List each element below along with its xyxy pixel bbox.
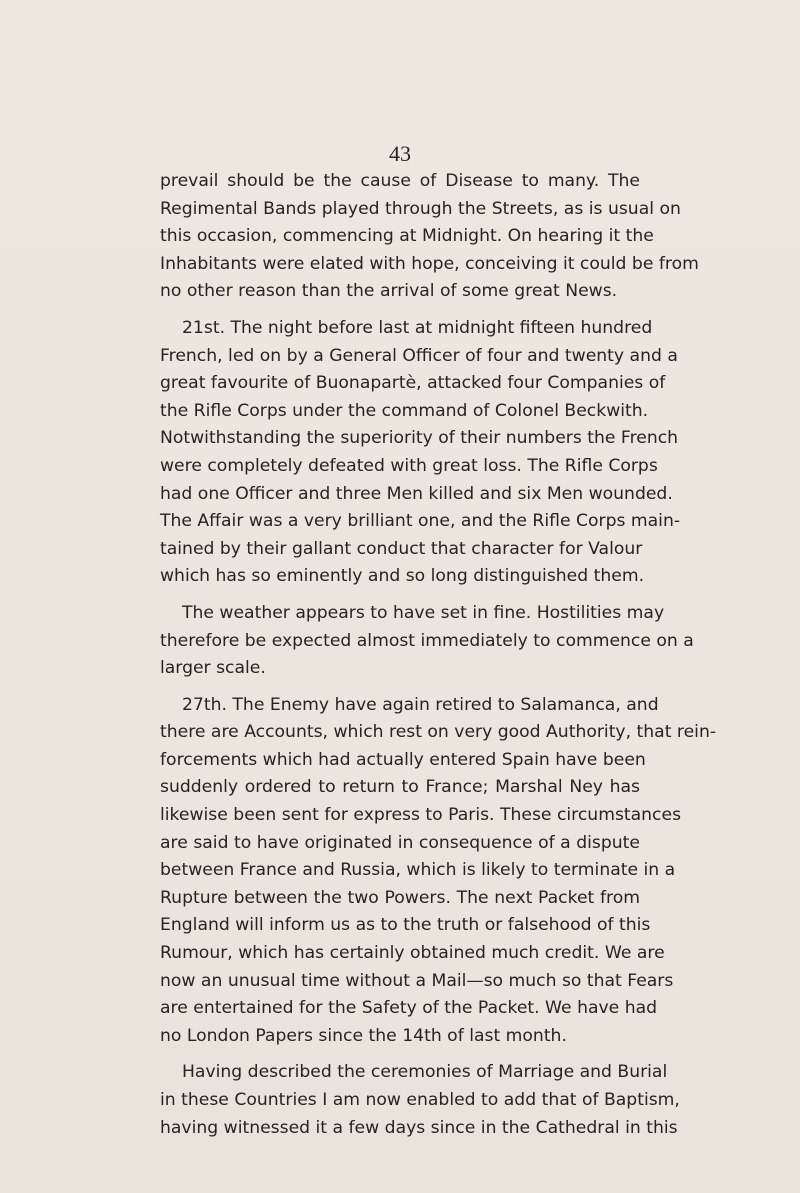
text-line: 27th. The Enemy have again retired to Salamanca, and bbox=[182, 694, 659, 715]
text-line: Having described the ceremonies of Marriage and Burial bbox=[182, 1062, 668, 1083]
text-line: tained by their gallant conduct that character for Valour bbox=[160, 538, 643, 559]
paragraph-4 bbox=[160, 692, 717, 1051]
text-line: now an unusual time without a Mail—so much so that Fears bbox=[160, 970, 674, 991]
text-line: no other reason than the arrival of some great News. bbox=[160, 281, 618, 302]
text-line: had one Officer and three Men killed and six Men wounded. bbox=[160, 483, 673, 504]
text-line: Inhabitants were elated with hope, conceiving it could be from bbox=[160, 253, 699, 274]
paragraph-1 bbox=[160, 168, 699, 306]
text-line: Notwithstanding the superiority of their numbers the French bbox=[160, 428, 679, 449]
text-line: were completely defeated with great loss. The Rifle Corps bbox=[160, 455, 658, 476]
text-line: Regimental Bands played through the Streets, as is usual on bbox=[160, 198, 681, 219]
text-line: The Affair was a very brilliant one, and the Rifle Corps main- bbox=[160, 511, 681, 532]
page-number: 43 bbox=[389, 141, 411, 166]
text-line: between France and Russia, which is likely to terminate in a bbox=[160, 860, 676, 881]
text-line: there are Accounts, which rest on very good Authority, that rein- bbox=[160, 722, 717, 743]
text-line: French, led on by a General Officer of four and twenty and a bbox=[160, 345, 678, 366]
text-line: prevail should be the cause of Disease to many. The bbox=[160, 171, 640, 191]
text-line: no London Papers since the 14th of last month. bbox=[160, 1025, 567, 1046]
text-line: this occasion, commencing at Midnight. On hearing it the bbox=[160, 226, 654, 247]
text-line: therefore be expected almost immediately to commence on a bbox=[160, 630, 694, 651]
text-line: the Rifle Corps under the command of Colonel Beckwith. bbox=[160, 400, 649, 421]
text-line: The weather appears to have set in fine. Hostilities may bbox=[182, 602, 665, 623]
text-line: Rupture between the two Powers. The next Packet from bbox=[160, 887, 640, 908]
body-text bbox=[160, 168, 717, 1142]
text-line: are entertained for the Safety of the Packet. We have had bbox=[160, 998, 658, 1019]
text-line: are said to have originated in consequence of a dispute bbox=[160, 832, 640, 853]
text-line: which has so eminently and so long distinguished them. bbox=[160, 566, 645, 587]
text-line: forcements which had actually entered Spain have been bbox=[160, 749, 646, 770]
text-line: England will inform us as to the truth or falsehood of this bbox=[160, 915, 651, 936]
text-line: great favourite of Buonapartè, attacked four Companies of bbox=[160, 373, 666, 394]
paragraph-3 bbox=[160, 600, 694, 683]
text-line: Rumour, which has certainly obtained much credit. We are bbox=[160, 943, 665, 964]
text-line: 21st. The night before last at midnight fifteen hundred bbox=[182, 317, 653, 338]
paragraph-2 bbox=[160, 315, 681, 591]
text-line: likewise been sent for express to Paris. These circumstances bbox=[160, 805, 682, 826]
text-line: in these Countries I am now enabled to add that of Baptism, bbox=[160, 1090, 680, 1110]
paragraph-5 bbox=[160, 1059, 680, 1142]
text-line: having witnessed it a few days since in the Cathedral in this bbox=[160, 1117, 678, 1138]
text-line: suddenly ordered to return to France; Marshal Ney has bbox=[160, 777, 640, 798]
text-line: larger scale. bbox=[160, 658, 266, 679]
